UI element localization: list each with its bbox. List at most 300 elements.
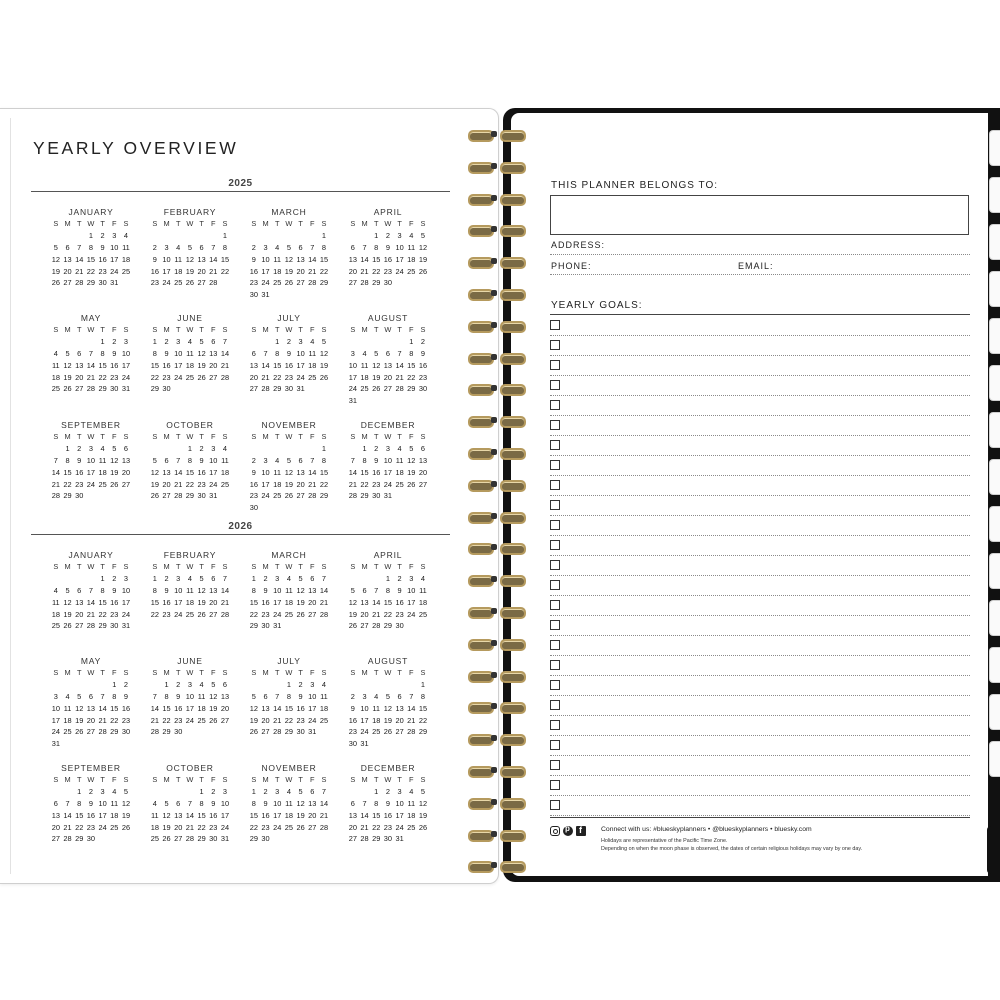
day-cell: [295, 833, 307, 845]
day-cell: 22: [249, 609, 258, 619]
day-cell: 20: [395, 715, 404, 725]
day-cell: 21: [261, 372, 270, 382]
day-cell: 16: [75, 467, 84, 477]
day-cell: [271, 833, 283, 845]
month-tab[interactable]: [989, 694, 1000, 730]
month-name: JANUARY: [68, 207, 114, 217]
day-cell: [394, 395, 406, 407]
month-name: DECEMBER: [360, 763, 416, 773]
goal-item[interactable]: [550, 576, 970, 596]
weekday-letter: M: [262, 219, 269, 228]
day-cell: 14: [209, 254, 218, 264]
day-cell: 29: [249, 834, 258, 844]
day-cell: 20: [296, 266, 305, 276]
weekday-letter: T: [373, 562, 379, 571]
goal-checkbox[interactable]: [550, 680, 560, 690]
punch-hole: [491, 672, 497, 678]
weekday-letter: W: [87, 775, 95, 784]
day-cell: 11: [186, 585, 194, 595]
goal-item[interactable]: [550, 776, 970, 796]
week-row: [149, 703, 231, 715]
weekday-letter: S: [350, 325, 356, 334]
weekday-letter: T: [175, 325, 181, 334]
spiral-coil: [460, 761, 538, 781]
day-cell: 8: [251, 798, 256, 808]
day-cell: 13: [209, 348, 218, 358]
day-cell: 18: [174, 266, 183, 276]
connect-text: Connect with us: #blueskyplanners • @blueskyplanners • bluesky.com: [601, 826, 812, 833]
wire-loop: [500, 384, 526, 396]
month-tab[interactable]: [989, 647, 1000, 683]
day-cell: 30: [249, 503, 258, 513]
month-november-2026: [248, 763, 330, 845]
goal-item[interactable]: [550, 596, 970, 616]
weekday-letter: T: [274, 325, 280, 334]
weekday-letter: S: [222, 668, 228, 677]
day-cell: [295, 443, 307, 455]
goal-checkbox[interactable]: [550, 720, 560, 730]
week-row: [50, 266, 132, 278]
day-cell: [62, 786, 74, 798]
week-row: [248, 443, 330, 455]
day-cell: 25: [150, 834, 159, 844]
day-cell: 3: [222, 786, 228, 796]
day-cell: 16: [296, 703, 305, 713]
month-name: JUNE: [177, 313, 203, 323]
day-cell: 21: [63, 822, 72, 832]
week-row: [149, 230, 231, 242]
goal-checkbox[interactable]: [550, 500, 560, 510]
day-cell: 18: [395, 467, 404, 477]
month-tab[interactable]: [989, 224, 1000, 260]
month-name: JANUARY: [68, 550, 114, 560]
day-cell: 7: [77, 242, 82, 252]
month-tab[interactable]: [989, 741, 1000, 777]
day-cell: 5: [53, 242, 58, 252]
day-cell: 29: [75, 834, 84, 844]
day-cell: 2: [77, 443, 82, 453]
day-cell: 23: [261, 609, 270, 619]
day-cell: 28: [360, 278, 369, 288]
day-cell: [260, 230, 272, 242]
day-cell: 12: [284, 467, 294, 477]
day-cell: 1: [112, 679, 117, 689]
goal-checkbox[interactable]: [550, 480, 560, 490]
weekday-letter: T: [175, 668, 181, 677]
weekday-letter: F: [310, 562, 315, 571]
day-cell: 2: [251, 455, 256, 465]
goal-item[interactable]: [550, 636, 970, 656]
goal-checkbox[interactable]: [550, 460, 560, 470]
goal-item[interactable]: [550, 336, 970, 356]
goal-checkbox[interactable]: [550, 700, 560, 710]
day-cell: 2: [385, 786, 390, 796]
week-row: [347, 597, 429, 609]
day-cell: 21: [308, 479, 317, 489]
day-cell: [97, 833, 109, 845]
month-tab[interactable]: [989, 600, 1000, 636]
day-cell: 12: [296, 585, 305, 595]
month-tab[interactable]: [989, 553, 1000, 589]
day-cell: 29: [284, 727, 294, 737]
day-cell: 7: [362, 242, 367, 252]
goal-item[interactable]: [550, 616, 970, 636]
goal-checkbox[interactable]: [550, 780, 560, 790]
instagram-icon[interactable]: [550, 826, 560, 836]
day-cell: 3: [397, 786, 402, 796]
day-cell: [295, 502, 307, 514]
day-cell: 9: [123, 691, 129, 701]
goal-checkbox[interactable]: [550, 420, 560, 430]
day-cell: [62, 230, 74, 242]
day-cell: 5: [77, 691, 82, 701]
goal-checkbox[interactable]: [550, 520, 560, 530]
day-cell: 11: [52, 597, 60, 607]
day-cell: 8: [374, 798, 379, 808]
month-tab[interactable]: [989, 130, 1000, 166]
day-cell: 9: [176, 691, 181, 701]
day-cell: 21: [348, 479, 357, 489]
goal-checkbox[interactable]: [550, 600, 560, 610]
week-row: [50, 336, 132, 348]
day-cell: 4: [123, 230, 129, 240]
weekday-letter: F: [112, 219, 117, 228]
goal-item[interactable]: [550, 736, 970, 756]
day-cell: 29: [197, 834, 206, 844]
goal-item[interactable]: [550, 696, 970, 716]
weekday-header: [149, 431, 231, 443]
day-cell: 8: [152, 348, 157, 358]
owner-name-box[interactable]: [550, 195, 969, 235]
day-cell: 31: [360, 739, 369, 749]
day-cell: 28: [372, 621, 381, 631]
day-cell: 1: [275, 336, 280, 346]
day-cell: 3: [409, 573, 414, 583]
day-cell: [417, 620, 429, 632]
week-row: [347, 573, 429, 585]
goal-checkbox[interactable]: [550, 560, 560, 570]
day-cell: 30: [197, 491, 206, 501]
goal-item[interactable]: [550, 536, 970, 556]
day-cell: 13: [86, 703, 96, 713]
weekday-letter: T: [397, 219, 402, 228]
goal-item[interactable]: [550, 436, 970, 456]
day-cell: 3: [298, 336, 303, 346]
goal-checkbox[interactable]: [550, 340, 560, 350]
week-row: [149, 798, 231, 810]
day-cell: 26: [319, 372, 329, 382]
wire-loop: [500, 607, 526, 619]
month-tab[interactable]: [989, 459, 1000, 495]
week-row: [248, 585, 330, 597]
day-cell: 20: [296, 479, 305, 489]
day-cell: [318, 833, 330, 845]
day-cell: 18: [98, 467, 107, 477]
day-cell: 13: [121, 455, 131, 465]
goal-checkbox[interactable]: [550, 380, 560, 390]
day-cell: 9: [385, 242, 390, 252]
facebook-icon[interactable]: [576, 826, 586, 836]
day-cell: 28: [319, 822, 329, 832]
day-cell: 24: [348, 384, 357, 394]
day-cell: 3: [310, 679, 315, 689]
wire-loop: [500, 830, 526, 842]
goal-item[interactable]: [550, 756, 970, 776]
day-cell: 24: [174, 609, 183, 619]
day-cell: 10: [296, 348, 305, 358]
moon-phase-note: Depending on when the moon phase is observed, the dates of certain religious holidays may vary by one day.: [601, 846, 863, 852]
day-cell: 8: [251, 585, 256, 595]
week-row: [149, 242, 231, 254]
goal-item[interactable]: [550, 316, 970, 336]
weekday-header: [50, 324, 132, 336]
day-cell: 20: [121, 467, 131, 477]
day-cell: 30: [296, 727, 305, 737]
day-cell: 15: [372, 810, 381, 820]
day-cell: 3: [164, 242, 169, 252]
weekday-letter: M: [262, 325, 269, 334]
month-tab[interactable]: [989, 365, 1000, 401]
day-cell: 14: [51, 467, 60, 477]
goal-checkbox[interactable]: [550, 400, 560, 410]
day-cell: 22: [418, 715, 428, 725]
goal-item[interactable]: [550, 716, 970, 736]
day-cell: 19: [296, 597, 305, 607]
weekday-letter: W: [384, 775, 392, 784]
day-cell: 13: [220, 691, 230, 701]
day-cell: [382, 679, 394, 691]
day-cell: 2: [350, 691, 355, 701]
day-cell: 8: [100, 585, 105, 595]
week-row: [248, 502, 330, 514]
day-cell: 12: [162, 810, 171, 820]
punch-hole: [491, 195, 497, 201]
punch-hole: [491, 322, 497, 328]
goal-item[interactable]: [550, 416, 970, 436]
day-cell: [85, 573, 97, 585]
month-name: OCTOBER: [166, 420, 214, 430]
weekday-letter: T: [397, 562, 402, 571]
day-cell: 15: [86, 254, 96, 264]
week-row: [347, 360, 429, 372]
day-cell: [359, 230, 371, 242]
day-cell: 14: [407, 703, 416, 713]
goal-checkbox[interactable]: [550, 580, 560, 590]
day-cell: [207, 726, 219, 738]
day-cell: 22: [360, 479, 369, 489]
day-cell: 30: [110, 621, 119, 631]
day-cell: 7: [187, 798, 192, 808]
weekday-letter: M: [64, 775, 71, 784]
goal-checkbox[interactable]: [550, 740, 560, 750]
weekday-letter: F: [112, 668, 117, 677]
month-january-2026: [50, 550, 132, 632]
weekday-letter: S: [251, 325, 257, 334]
day-cell: 18: [110, 810, 119, 820]
day-cell: 7: [275, 691, 280, 701]
day-cell: 2: [176, 679, 181, 689]
day-cell: 15: [418, 703, 428, 713]
weekday-letter: S: [222, 219, 228, 228]
day-cell: 24: [407, 609, 416, 619]
day-cell: 6: [77, 348, 82, 358]
week-row: [248, 289, 330, 301]
day-cell: 17: [209, 467, 218, 477]
goal-item[interactable]: [550, 656, 970, 676]
weekday-letter: T: [274, 562, 280, 571]
week-row: [347, 490, 429, 502]
day-cell: 23: [75, 479, 84, 489]
day-cell: 24: [261, 278, 270, 288]
day-cell: [108, 738, 120, 750]
weekday-letter: T: [76, 219, 82, 228]
day-cell: 10: [308, 691, 317, 701]
goal-checkbox[interactable]: [550, 640, 560, 650]
day-cell: 17: [121, 360, 131, 370]
month-tab[interactable]: [989, 177, 1000, 213]
day-cell: 18: [372, 715, 381, 725]
week-row: [50, 242, 132, 254]
weekday-header: [347, 431, 429, 443]
day-cell: 16: [110, 597, 119, 607]
goal-item[interactable]: [550, 516, 970, 536]
day-cell: 13: [383, 360, 393, 370]
goal-item[interactable]: [550, 396, 970, 416]
goal-checkbox[interactable]: [550, 800, 560, 810]
day-cell: 11: [419, 585, 427, 595]
goal-item[interactable]: [550, 496, 970, 516]
month-tab[interactable]: [989, 506, 1000, 542]
weekday-letter: S: [222, 562, 228, 571]
month-august-2026: [347, 656, 429, 750]
goal-item[interactable]: [550, 676, 970, 696]
day-cell: 7: [310, 455, 315, 465]
day-cell: 7: [374, 585, 379, 595]
weekday-letter: F: [211, 432, 216, 441]
weekday-letter: F: [409, 775, 414, 784]
day-cell: 15: [185, 467, 195, 477]
weekday-header: [149, 774, 231, 786]
day-cell: 5: [123, 786, 129, 796]
goal-item[interactable]: [550, 376, 970, 396]
day-cell: 27: [261, 727, 270, 737]
weekday-letter: W: [186, 325, 194, 334]
goal-checkbox[interactable]: [550, 360, 560, 370]
week-row: [50, 254, 132, 266]
day-cell: 21: [86, 372, 96, 382]
day-cell: 11: [174, 254, 183, 264]
day-cell: 22: [162, 715, 171, 725]
weekday-letter: T: [199, 432, 204, 441]
week-row: [248, 691, 330, 703]
goal-item[interactable]: [550, 556, 970, 576]
day-cell: 30: [121, 727, 131, 737]
day-cell: 9: [420, 348, 426, 358]
month-tab[interactable]: [989, 318, 1000, 354]
weekday-letter: S: [251, 668, 257, 677]
weekday-letter: S: [251, 432, 257, 441]
day-cell: [260, 502, 272, 514]
goal-item[interactable]: [550, 356, 970, 376]
day-cell: 6: [77, 585, 82, 595]
month-tab[interactable]: [989, 271, 1000, 307]
goal-item[interactable]: [550, 476, 970, 496]
day-cell: [85, 738, 97, 750]
day-cell: 10: [395, 798, 404, 808]
day-cell: 12: [319, 348, 329, 358]
day-cell: 25: [273, 491, 282, 501]
weekday-header: [149, 218, 231, 230]
day-cell: 2: [199, 443, 204, 453]
weekday-letter: W: [384, 562, 392, 571]
day-cell: 8: [321, 455, 327, 465]
punch-hole: [491, 481, 497, 487]
day-cell: 17: [360, 715, 369, 725]
day-cell: 7: [88, 348, 93, 358]
day-cell: 15: [273, 360, 282, 370]
day-cell: 26: [348, 621, 357, 631]
pinterest-icon[interactable]: [563, 826, 573, 836]
weekday-header: [347, 561, 429, 573]
goal-checkbox[interactable]: [550, 440, 560, 450]
month-tab[interactable]: [989, 412, 1000, 448]
day-cell: 9: [263, 585, 268, 595]
day-cell: 23: [162, 609, 171, 619]
goal-checkbox[interactable]: [550, 620, 560, 630]
goal-checkbox[interactable]: [550, 320, 560, 330]
day-cell: [283, 289, 295, 301]
weekday-letter: T: [373, 325, 379, 334]
day-cell: 23: [162, 372, 171, 382]
goal-item[interactable]: [550, 456, 970, 476]
spiral-coil: [460, 634, 538, 654]
goal-checkbox[interactable]: [550, 760, 560, 770]
day-cell: 2: [88, 786, 93, 796]
weekday-letter: M: [361, 775, 368, 784]
spiral-coil: [460, 602, 538, 622]
day-cell: 3: [53, 691, 58, 701]
day-cell: 18: [51, 372, 60, 382]
month-name: MAY: [80, 313, 102, 323]
week-row: [347, 348, 429, 360]
day-cell: 26: [162, 834, 171, 844]
year-block-2025: [31, 178, 450, 513]
weekday-letter: W: [285, 432, 293, 441]
day-cell: 10: [261, 467, 270, 477]
day-cell: 9: [152, 254, 157, 264]
day-cell: 30: [75, 491, 84, 501]
goal-line[interactable]: [550, 815, 970, 816]
day-cell: 1: [187, 443, 192, 453]
weekday-letter: S: [123, 432, 129, 441]
day-cell: 4: [275, 455, 280, 465]
day-cell: 23: [197, 479, 206, 489]
goal-checkbox[interactable]: [550, 660, 560, 670]
weekday-letter: M: [262, 775, 269, 784]
day-cell: 3: [362, 691, 367, 701]
address-line[interactable]: [550, 254, 970, 255]
phone-email-line[interactable]: [550, 274, 970, 275]
goal-item[interactable]: [550, 796, 970, 816]
week-row: [50, 455, 132, 467]
spiral-coil: [460, 411, 538, 431]
day-cell: 12: [407, 455, 416, 465]
goal-checkbox[interactable]: [550, 540, 560, 550]
day-cell: 30: [383, 834, 393, 844]
week-row: [50, 703, 132, 715]
day-cell: 15: [249, 810, 258, 820]
day-cell: 9: [286, 348, 291, 358]
